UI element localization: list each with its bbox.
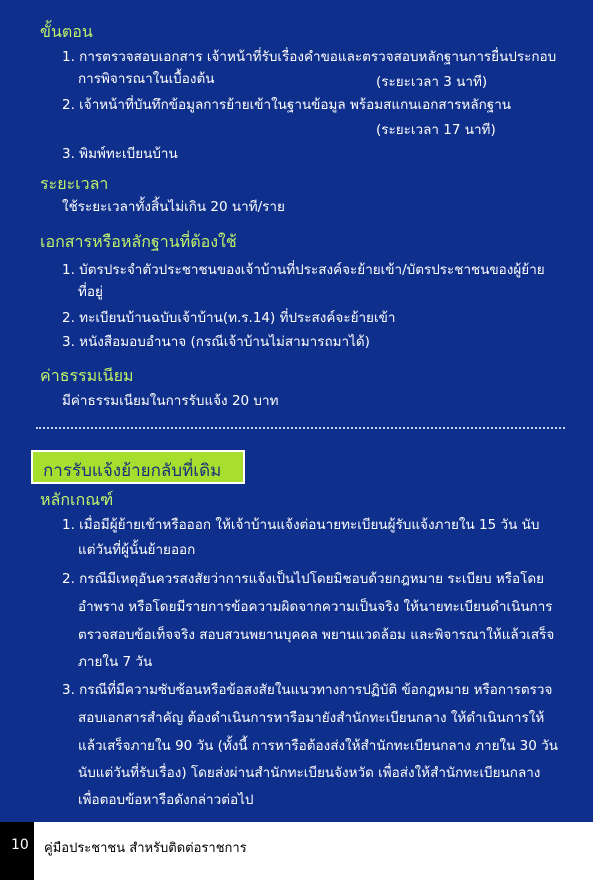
criteria-line: 2. กรณีมีเหตุอันควรสงสัยว่าการแจ้งเป็นไปโดยมิชอบด้วยกฎหมาย ระเบียบ หรือโดย xyxy=(62,571,545,587)
criteria-line: อำพราง หรือโดยมีรายการข้อความผิดจากความเป็นจริง ให้นายทะเบียนดำเนินการ xyxy=(78,599,553,615)
criteria-line: เพื่อตอบข้อหารือดังกล่าวต่อไป xyxy=(78,792,254,808)
step-1-duration: (ระยะเวลา 3 นาที) xyxy=(376,74,488,90)
document-2-line: 2. ทะเบียนบ้านฉบับเจ้าบ้าน(ท.ร.14) ที่ประสงค์จะย้ายเข้า xyxy=(62,310,396,326)
criteria-line: แต่วันที่ผู้นั้นย้ายออก xyxy=(78,542,196,558)
criteria-line: แล้วเสร็จภายใน 90 วัน (ทั้งนี้ การหารือต้องส่งให้สำนักทะเบียนกลาง ภายใน 30 วัน xyxy=(78,738,558,754)
section-heading-duration: ระยะเวลา xyxy=(40,174,109,193)
step-2-line: 2. เจ้าหน้าที่บันทึกข้อมูลการย้ายเข้าในฐานข้อมูล พร้อมสแกนเอกสารหลักฐาน xyxy=(62,97,512,113)
banner-title: การรับแจ้งย้ายกลับที่เดิม xyxy=(43,461,222,481)
document-3-line: 3. หนังสือมอบอำนาจ (กรณีเจ้าบ้านไม่สามารถมาได้) xyxy=(62,334,370,350)
criteria-line: ภายใน 7 วัน xyxy=(78,654,153,670)
criteria-line: สอบเอกสารสำคัญ ต้องดำเนินการหารือมายังสำนักทะเบียนกลาง ให้ดำเนินการให้ xyxy=(78,710,545,726)
step-3-line: 3. พิมพ์ทะเบียนบ้าน xyxy=(62,146,178,162)
duration-text: ใช้ระยะเวลาทั้งสิ้นไม่เกิน 20 นาที/ราย xyxy=(62,199,285,215)
criteria-line: 1. เมื่อมีผู้ย้ายเข้าหรือออก ให้เจ้าบ้านแจ้งต่อนายทะเบียนผู้รับแจ้งภายใน 15 วัน นับ xyxy=(62,517,540,533)
page-number: 10 xyxy=(11,837,29,853)
section-heading-steps: ขั้นตอน xyxy=(40,22,93,41)
footer-title: คู่มือประชาชน สำหรับติดต่อราชการ xyxy=(44,841,247,856)
section-heading-criteria: หลักเกณฑ์ xyxy=(40,490,114,509)
section-heading-fee: ค่าธรรมเนียม xyxy=(40,366,134,385)
step-2-duration: (ระยะเวลา 17 นาที) xyxy=(376,122,496,138)
criteria-line: 3. กรณีที่มีความซับซ้อนหรือข้อสงสัยในแนวทางการปฏิบัติ ข้อกฎหมาย หรือการตรวจ xyxy=(62,682,553,698)
section-heading-documents: เอกสารหรือหลักฐานที่ต้องใช้ xyxy=(40,232,237,251)
criteria-line: ตรวจสอบข้อเท็จจริง สอบสวนพยานบุคคล พยานแวดล้อม และพิจารณาให้แล้วเสร็จ xyxy=(78,627,555,643)
fee-text: มีค่าธรรมเนียมในการรับแจ้ง 20 บาท xyxy=(62,393,279,409)
dotted-divider xyxy=(36,427,565,429)
section-banner xyxy=(31,450,245,484)
criteria-line: นับแต่วันที่รับเรื่อง) โดยส่งผ่านสำนักทะเบียนจังหวัด เพื่อส่งให้สำนักทะเบียนกลาง xyxy=(78,765,541,781)
document-1-line: 1. บัตรประจำตัวประชาชนของเจ้าบ้านที่ประสงค์จะย้ายเข้า/บัตรประชาชนของผู้ย้าย xyxy=(62,262,545,278)
document-1-line-cont: ที่อยู่ xyxy=(78,284,103,300)
step-1-line: 1. การตรวจสอบเอกสาร เจ้าหน้าที่รับเรื่องคำขอและตรวจสอบหลักฐานการยื่นประกอบ xyxy=(62,49,557,65)
step-1-line-cont: การพิจารณาในเบื้องต้น xyxy=(78,71,215,87)
